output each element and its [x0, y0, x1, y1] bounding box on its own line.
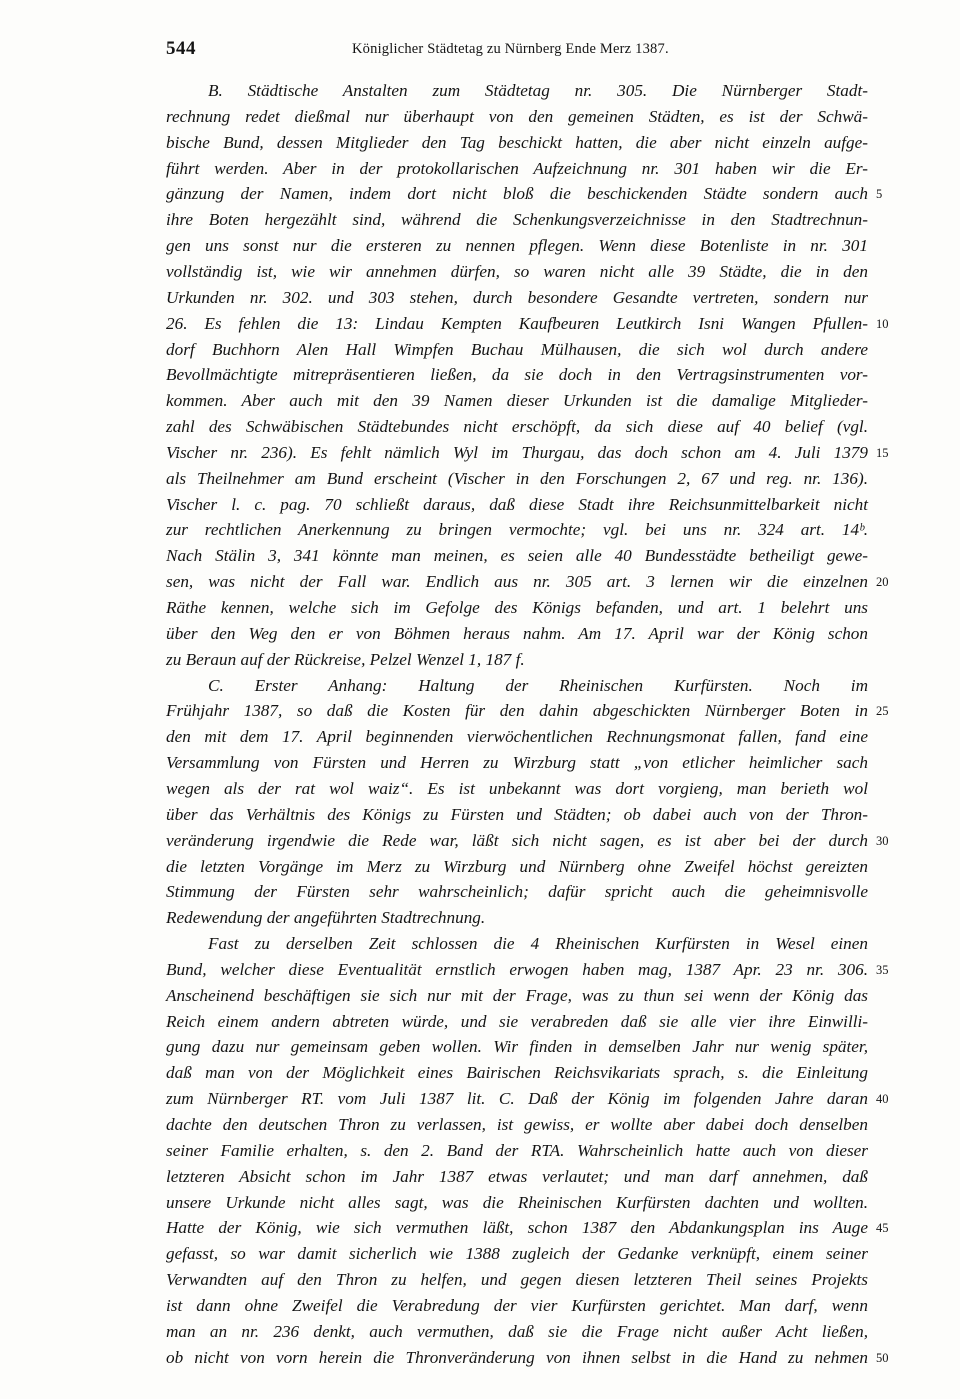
- text-line: kommen. Aber auch mit den 39 Namen dieser Urkunden ist die damalige Mitglieder-: [166, 391, 868, 410]
- text-line: Frühjahr 1387, so daß die Kosten für den dahin abgeschickten Nürnberger Boten in: [166, 701, 868, 720]
- text-line: gänzung der Namen, indem dort nicht bloß die beschickenden Städte sondern auch: [166, 184, 868, 203]
- text-line: über das Verhältnis des Königs zu Fürsten und Städten; ob dabei auch von der Thron-: [166, 805, 868, 824]
- text-line: zum Nürnberger RT. vom Juli 1387 lit. C. Daß der König im folgenden Jahre daran: [166, 1089, 868, 1108]
- text-line: wegen als der rat wol waiz“. Es ist unbekannt was dort vorgieng, man berieth wol: [166, 779, 868, 798]
- text-line: gen uns sonst nur die ersteren zu nennen pflegen. Wenn diese Botenliste in nr. 301: [166, 236, 868, 255]
- text-line: Räthe kennen, welche sich im Gefolge des Königs befanden, und art. 1 belehrt uns: [166, 598, 868, 617]
- text-line: zahl des Schwäbischen Städtebundes nicht erschöpft, da sich diese auf 40 belief (vgl.: [166, 417, 868, 436]
- line-number: 30: [876, 834, 889, 848]
- text-line: daß man von der Möglichkeit eines Bairischen Reichsvikariats sprach, s. die Einleitung: [166, 1063, 868, 1082]
- text-line: unsere Urkunde nicht alles sagt, was die Rheinischen Kurfürsten dachten und wollten.: [166, 1193, 868, 1212]
- text-line: ob nicht von vorn herein die Thronveränderung von ihnen selbst in die Hand zu nehmen: [166, 1348, 868, 1367]
- text-line: B. Städtische Anstalten zum Städtetag nr. 305. Die Nürnberger Stadt-: [208, 81, 868, 100]
- line-number: 15: [876, 446, 889, 460]
- text-line: sen, was nicht der Fall war. Endlich aus nr. 305 art. 3 lernen wir die einzelnen: [166, 572, 868, 591]
- page-number: 544: [166, 38, 196, 59]
- text-line: Bevollmächtigte mitrepräsentieren ließen, da sie doch in den Vertragsinstrumenten vor-: [166, 365, 868, 384]
- text-line: Reich einem andern abtreten würde, und sie verabreden daß sie alle vier ihre Einwilli-: [166, 1012, 868, 1031]
- text-line: Fast zu derselben Zeit schlossen die 4 Rheinischen Kurfürsten in Wesel einen: [208, 934, 868, 953]
- text-line: vollständig ist, wie wir annehmen dürfen, so waren nicht alle 39 Städte, die in den: [166, 262, 868, 281]
- text-line: führt werden. Aber in der protokollarischen Aufzeichnung nr. 301 haben wir die Er-: [166, 159, 868, 178]
- line-number: 40: [876, 1092, 889, 1106]
- text-line: Bund, welcher diese Eventualität ernstlich erwogen haben mag, 1387 Apr. 23 nr. 306.: [166, 960, 868, 979]
- text-line: gefasst, so war damit sicherlich wie 1388 zugleich der Gedanke verknüpft, einem seiner: [166, 1244, 868, 1263]
- text-line: über den Weg den er von Böhmen heraus nahm. Am 17. April war der König schon: [166, 624, 868, 643]
- text-line: veränderung irgendwie die Rede war, läßt sich nicht sagen, es ist aber bei der durch: [166, 831, 868, 850]
- text-line: Urkunden nr. 302. und 303 stehen, durch besondere Gesandte vertreten, sondern nur: [166, 288, 868, 307]
- text-line: letzteren Absicht schon im Jahr 1387 etwas verlautet; und man darf annehmen, daß: [166, 1167, 868, 1186]
- text-line: dorf Buchhorn Alen Hall Wimpfen Buchau Mülhausen, die sich wol durch andere: [166, 340, 868, 359]
- text-line: Versammlung von Fürsten und Herren zu Wirzburg statt „von etlicher heimlicher sach: [166, 753, 868, 772]
- line-number: 25: [876, 704, 889, 718]
- text-line: Vischer l. c. pag. 70 schließt daraus, daß diese Stadt ihre Reichsunmittelbarkeit nicht: [166, 495, 868, 514]
- text-line: seiner Familie erhalten, s. den 2. Band der RTA. Wahrscheinlich hatte auch von dieser: [166, 1141, 868, 1160]
- line-number: 10: [876, 317, 889, 331]
- text-line: C. Erster Anhang: Haltung der Rheinischen Kurfürsten. Noch im: [208, 676, 868, 695]
- line-number: 45: [876, 1221, 889, 1235]
- text-line: Hatte der König, wie sich vermuthen läßt, schon 1387 den Abdankungsplan ins Auge: [166, 1218, 868, 1237]
- text-line: ist dann ohne Zweifel die Verabredung der vier Kurfürsten gerichtet. Man darf, wenn: [166, 1296, 868, 1315]
- text-line: Anscheinend beschäftigen sie sich nur mit der Frage, was zu thun sei wenn der König das: [166, 986, 868, 1005]
- line-number: 35: [876, 963, 889, 977]
- line-number: 50: [876, 1351, 889, 1365]
- text-line: zu Beraun auf der Rückreise, Pelzel Wenzel 1, 187 f.: [166, 650, 525, 669]
- text-line: dachte den deutschen Thron zu verlassen, ist gewiss, er wollte aber dabei doch denselben: [166, 1115, 868, 1134]
- page-header: [166, 38, 866, 64]
- text-line: den mit dem 17. April beginnenden vierwöchentlichen Rechnungsmonat fallen, fand eine: [166, 727, 868, 746]
- text-line: ihre Boten hergezählt sind, während die Schenkungsverzeichnisse in den Stadtrechnun-: [166, 210, 868, 229]
- line-number: 5: [876, 187, 883, 201]
- text-line: Vischer nr. 236). Es fehlt nämlich Wyl im Thurgau, das doch schon am 4. Juli 1379: [166, 443, 868, 462]
- text-line: man an nr. 236 denkt, auch vermuthen, daß sie die Frage nicht außer Acht ließen,: [166, 1322, 868, 1341]
- text-line: die letzten Vorgänge im Merz zu Wirzburg und Nürnberg ohne Zweifel höchst gereizten: [166, 857, 868, 876]
- text-line: bische Bund, dessen Mitglieder den Tag beschickt hatten, die aber nicht einzeln aufge-: [166, 133, 868, 152]
- text-line: Redewendung der angeführten Stadtrechnung.: [166, 908, 486, 927]
- text-line: 26. Es fehlen die 13: Lindau Kempten Kaufbeuren Leutkirch Isni Wangen Pfullen-: [166, 314, 868, 333]
- line-number: 20: [876, 575, 889, 589]
- text-line: als Theilnehmer am Bund erscheint (Vischer in den Forschungen 2, 67 und reg. nr. 136).: [166, 469, 868, 488]
- text-line: Verwandten auf den Thron zu helfen, und gegen diesen letzteren Theil seines Projekts: [166, 1270, 868, 1289]
- text-line: Nach Stälin 3, 341 könnte man meinen, es seien alle 40 Bundesstädte betheiligt gewe-: [166, 546, 868, 565]
- text-line: rechnung redet dießmal nur überhaupt von den gemeinen Städten, es ist der Schwä-: [166, 107, 868, 126]
- text-line: zur rechtlichen Anerkennung zu bringen vermochte; vgl. bei uns nr. 324 art. 14ᵇ.: [166, 520, 868, 539]
- text-line: Stimmung der Fürsten sehr wahrscheinlich; dafür spricht auch die geheimnisvolle: [166, 882, 868, 901]
- running-head: Königlicher Städtetag zu Nürnberg Ende Merz 1387.: [352, 41, 669, 57]
- text-line: gung dazu nur gemeinsam geben wollen. Wir finden in demselben Jahr nur wenig später,: [166, 1037, 868, 1056]
